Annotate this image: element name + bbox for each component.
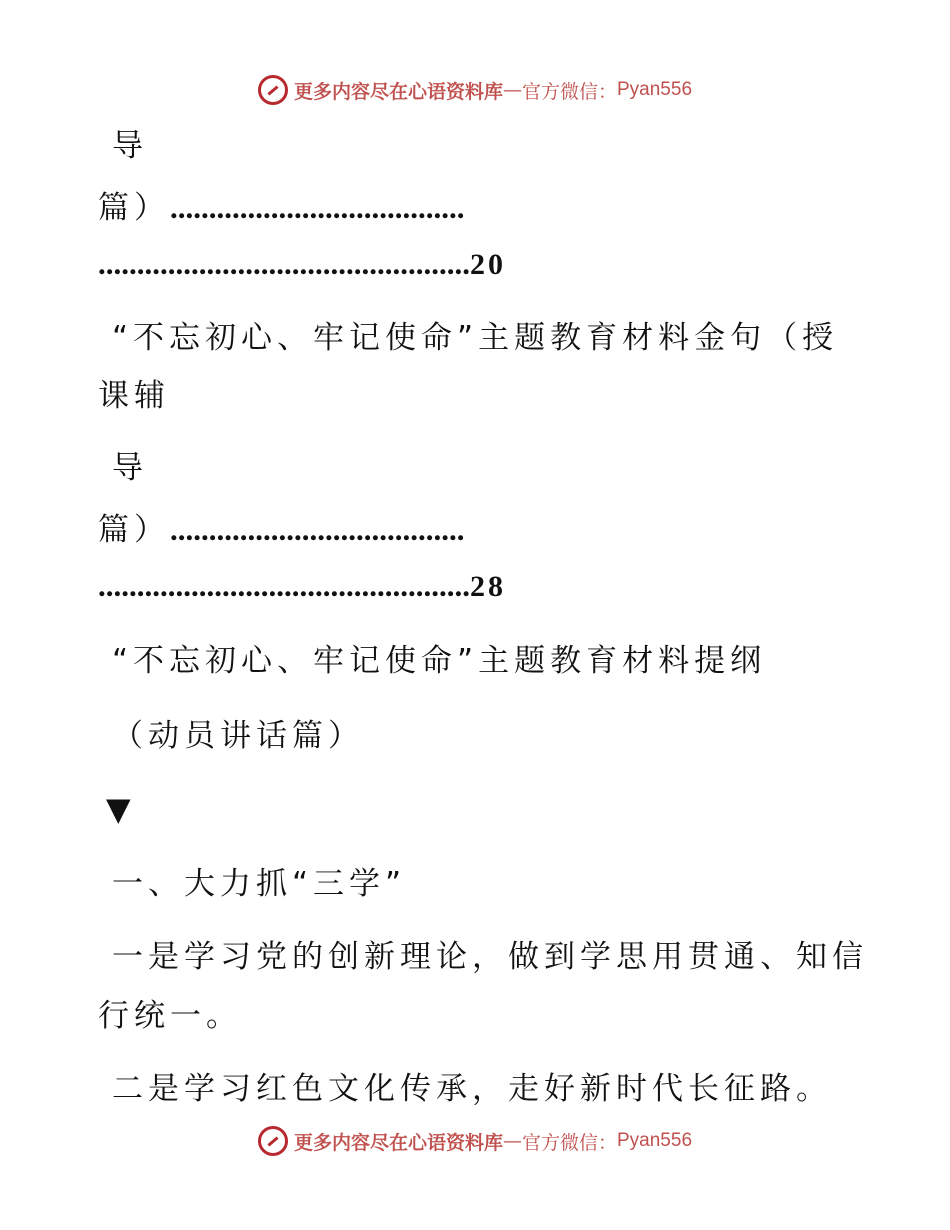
toc-entry-1-line1: 导 bbox=[112, 128, 148, 164]
dot-leader: ...................................... bbox=[170, 190, 465, 225]
toc-entry-2-prefix: 篇） bbox=[98, 512, 170, 548]
toc-entry-2-leader-line[interactable] bbox=[98, 510, 840, 550]
dot-leader: ...................................... bbox=[170, 512, 465, 547]
banner-text: 更多内容尽在心语资料库 bbox=[293, 1131, 503, 1154]
banner-separator: — bbox=[502, 79, 522, 101]
banner-wechat-label: 官方微信： bbox=[521, 80, 617, 103]
banner-wechat-id: Pyan556 bbox=[617, 1130, 693, 1151]
toc-entry-1-dots-line: ................................................20 bbox=[98, 246, 506, 281]
banner-wechat-label: 官方微信： bbox=[521, 1131, 617, 1154]
header-watermark-banner bbox=[0, 70, 950, 110]
section-heading-line2: （动员讲话篇） bbox=[112, 718, 364, 754]
down-triangle-icon: ▼ bbox=[106, 790, 131, 828]
toc-entry-1-leader-line[interactable] bbox=[98, 188, 840, 228]
footer-watermark-banner bbox=[0, 1121, 950, 1161]
point-2: 二是学习红色文化传承，走好新时代长征路。 bbox=[112, 1071, 832, 1107]
subsection-title: 一、大力抓“三学” bbox=[112, 866, 407, 902]
section-heading-line1: “不忘初心、牢记使命”主题教育材料提纲 bbox=[112, 643, 767, 679]
point-1-line1: 一是学习党的创新理论，做到学思用贯通、知信 bbox=[112, 939, 868, 975]
pen-logo-icon bbox=[258, 1126, 288, 1156]
pen-logo-icon bbox=[258, 75, 288, 105]
toc-entry-2-dots-line: ................................................28 bbox=[98, 568, 506, 603]
toc-entry-1-prefix: 篇） bbox=[98, 190, 170, 226]
banner-separator: — bbox=[502, 1130, 522, 1152]
toc-entry-2-page: 28 bbox=[470, 570, 506, 603]
toc-entry-2-title-line2[interactable]: 课辅 bbox=[98, 378, 170, 414]
point-1-line2: 行统一。 bbox=[98, 998, 242, 1034]
toc-entry-1-page: 20 bbox=[470, 248, 506, 281]
banner-text: 更多内容尽在心语资料库 bbox=[293, 80, 503, 103]
toc-entry-2-title-line1[interactable]: “不忘初心、牢记使命”主题教育材料金句（授 bbox=[112, 320, 839, 356]
banner-wechat-id: Pyan556 bbox=[617, 79, 693, 100]
toc-entry-2-line3: 导 bbox=[112, 450, 148, 486]
